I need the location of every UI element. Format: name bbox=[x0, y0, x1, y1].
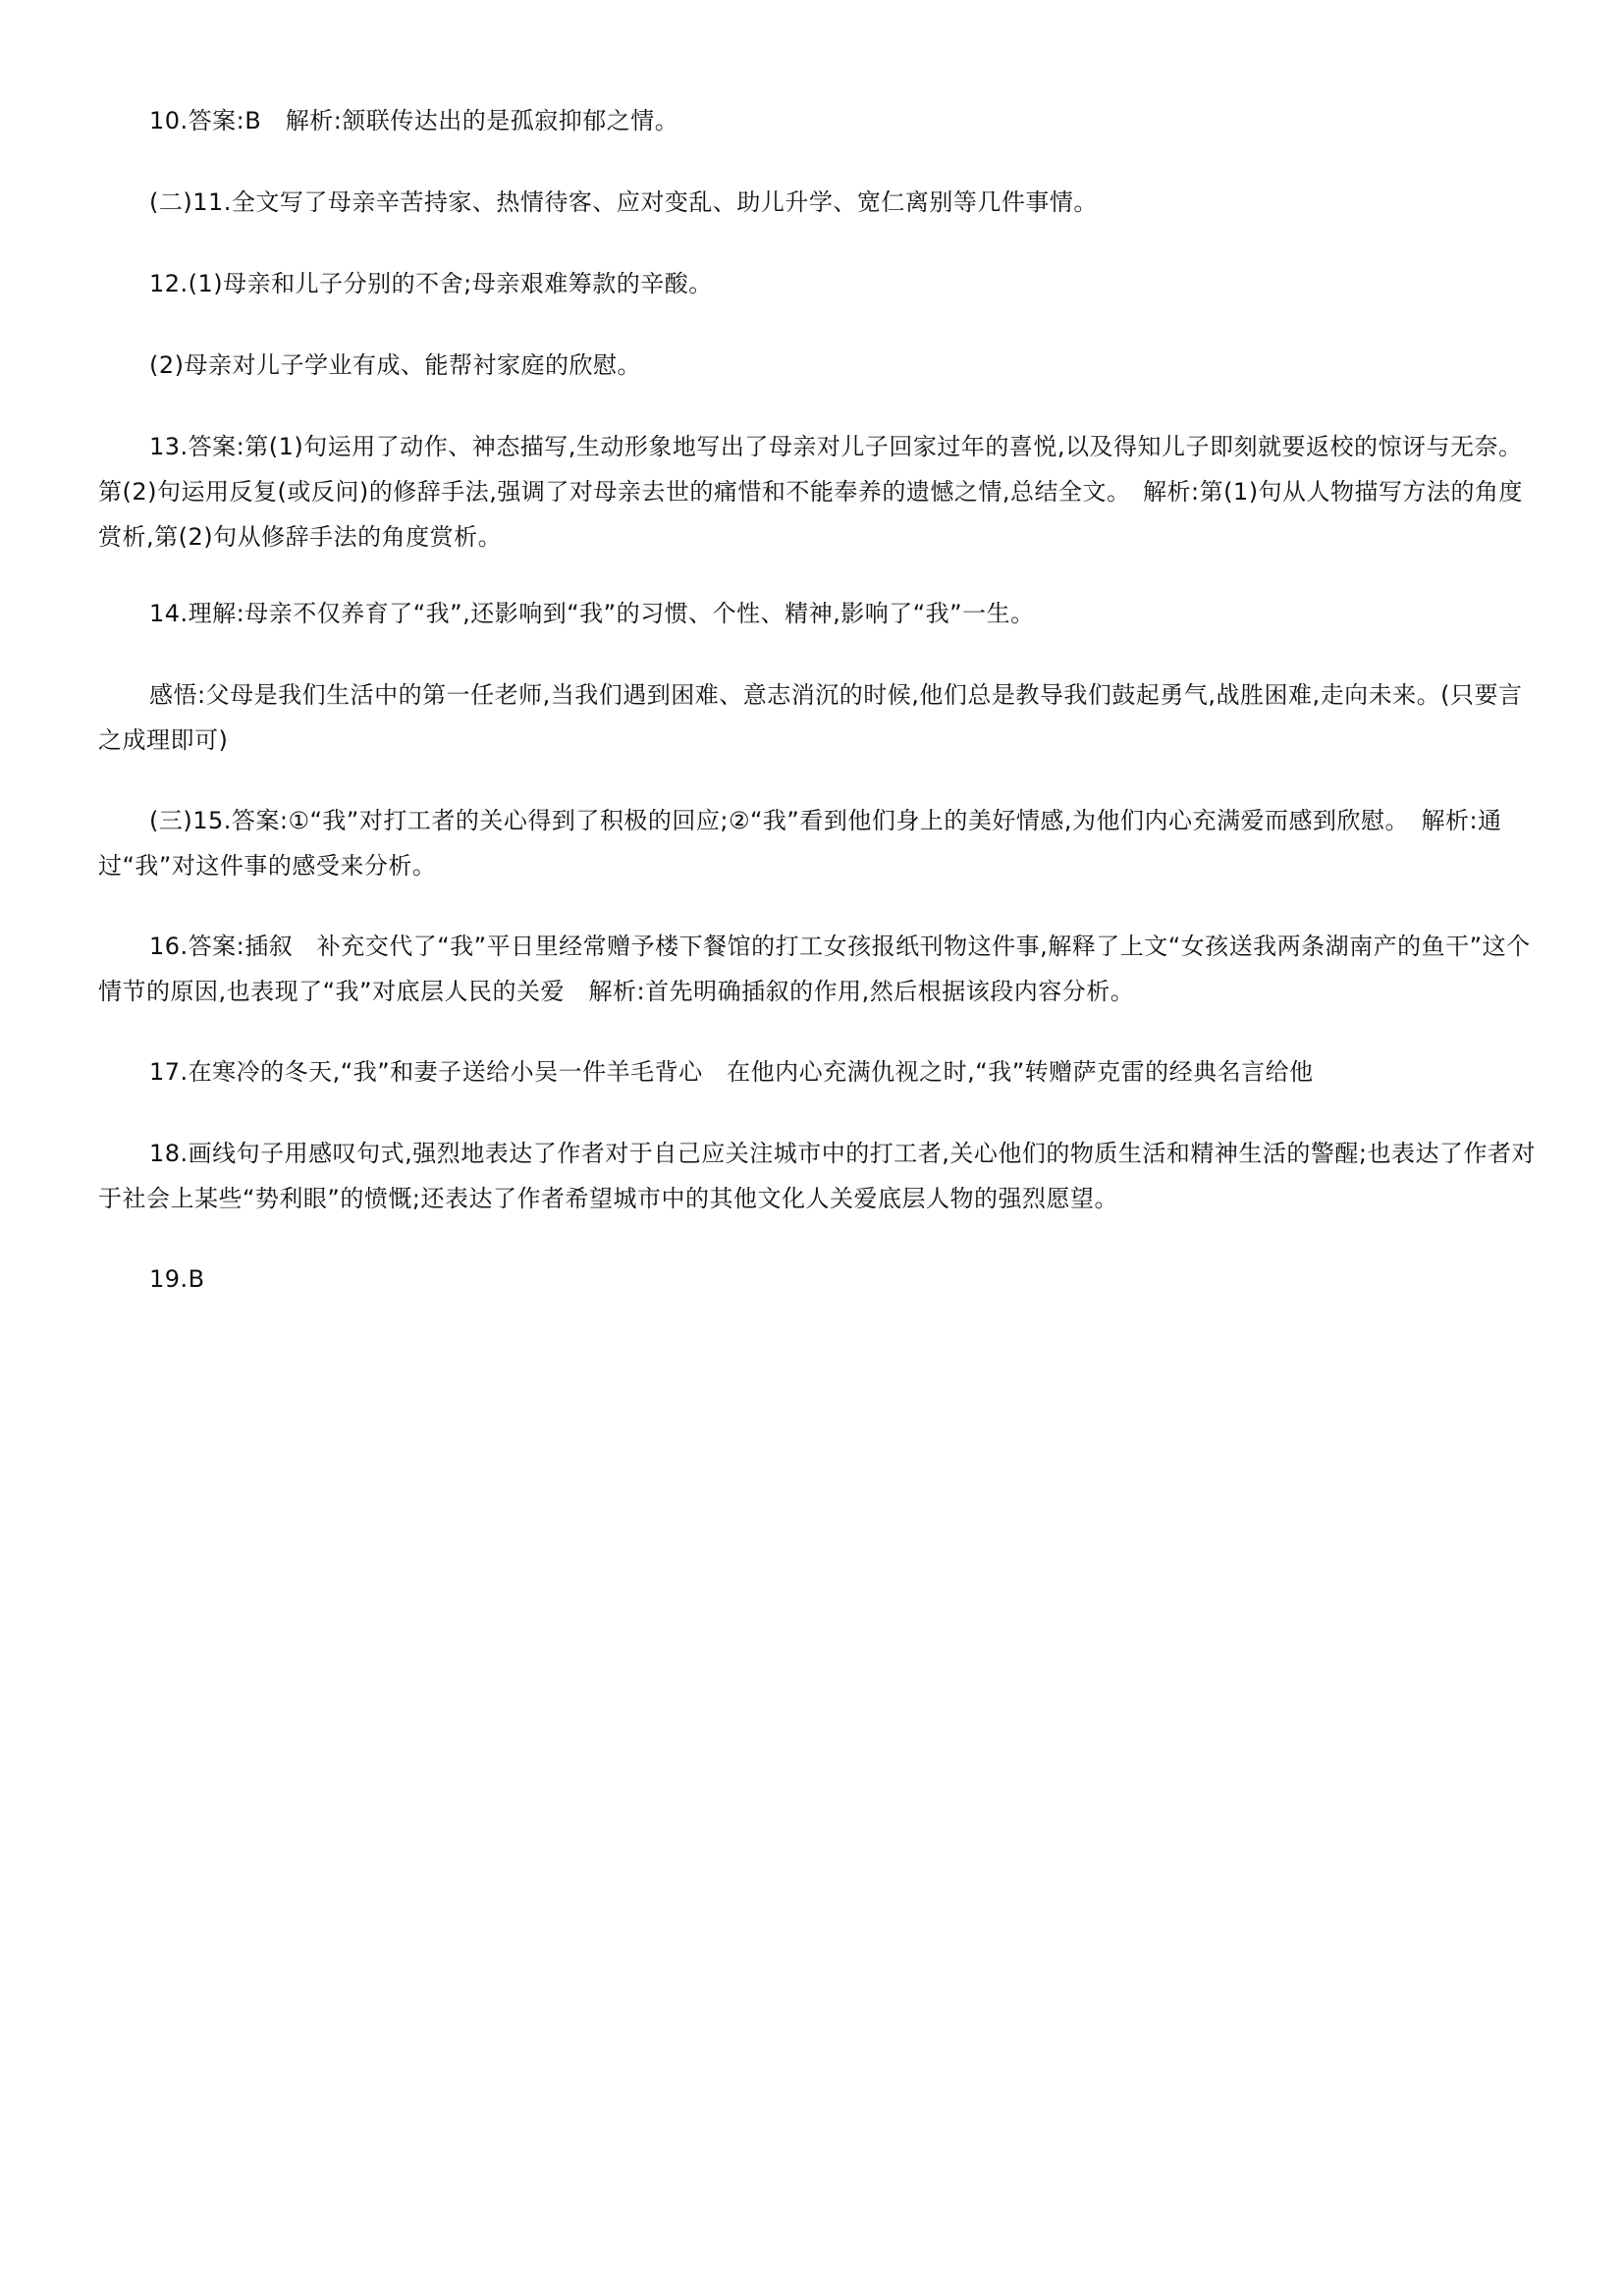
answer-10: 10.答案:B 解析:颔联传达出的是孤寂抑郁之情。 bbox=[149, 107, 679, 134]
answer-17: 17.在寒冷的冬天,“我”和妻子送给小吴一件羊毛背心 在他内心充满仇视之时,“我”转赠萨克雷的经典名言给他 bbox=[149, 1058, 1314, 1086]
answer-12-part-2: (2)母亲对儿子学业有成、能帮衬家庭的欣慰。 bbox=[149, 351, 641, 379]
answer-14-understanding: 14.理解:母亲不仅养育了“我”,还影响到“我”的习惯、个性、精神,影响了“我”一生。 bbox=[149, 600, 1035, 627]
answer-12-part-1: 12.(1)母亲和儿子分别的不舍;母亲艰难筹款的辛酸。 bbox=[149, 270, 713, 297]
answer-16: 16.答案:插叙 补充交代了“我”平日里经常赠予楼下餐馆的打工女孩报纸刊物这件事,解释了上文“女孩送我两条湖南产的鱼干”这个情节的原因,也表现了“我”对底层人民的关爱 解析:首先明确插叙的作用,然后根据该段内容分析。 bbox=[98, 933, 1531, 1005]
answer-19: 19.B bbox=[149, 1265, 205, 1293]
answer-18: 18.画线句子用感叹句式,强烈地表达了作者对于自己应关注城市中的打工者,关心他们的物质生活和精神生活的警醒;也表达了作者对于社会上某些“势利眼”的愤慨;还表达了作者希望城市中的其他文化人关爱底层人物的强烈愿望。 bbox=[98, 1140, 1537, 1212]
answer-13: 13.答案:第(1)句运用了动作、神态描写,生动形象地写出了母亲对儿子回家过年的喜悦,以及得知儿子即刻就要返校的惊讶与无奈。第(2)句运用反复(或反问)的修辞手法,强调了对母亲去世的痛惜和不能奉养的遗憾之情,总结全文。 解析:第(1)句从人物描写方法的角度赏析,第(2)句从修辞手法的角度赏析。 bbox=[98, 433, 1524, 551]
answer-11: (二)11.全文写了母亲辛苦持家、热情待客、应对变乱、助儿升学、宽仁离别等几件事情。 bbox=[149, 188, 1098, 216]
answer-14-reflection: 感悟:父母是我们生活中的第一任老师,当我们遇到困难、意志消沉的时候,他们总是教导我们鼓起勇气,战胜困难,走向未来。(只要言之成理即可) bbox=[98, 681, 1523, 754]
answer-15: (三)15.答案:①“我”对打工者的关心得到了积极的回应;②“我”看到他们身上的美好情感,为他们内心充满爱而感到欣慰。 解析:通过“我”对这件事的感受来分析。 bbox=[98, 807, 1502, 880]
